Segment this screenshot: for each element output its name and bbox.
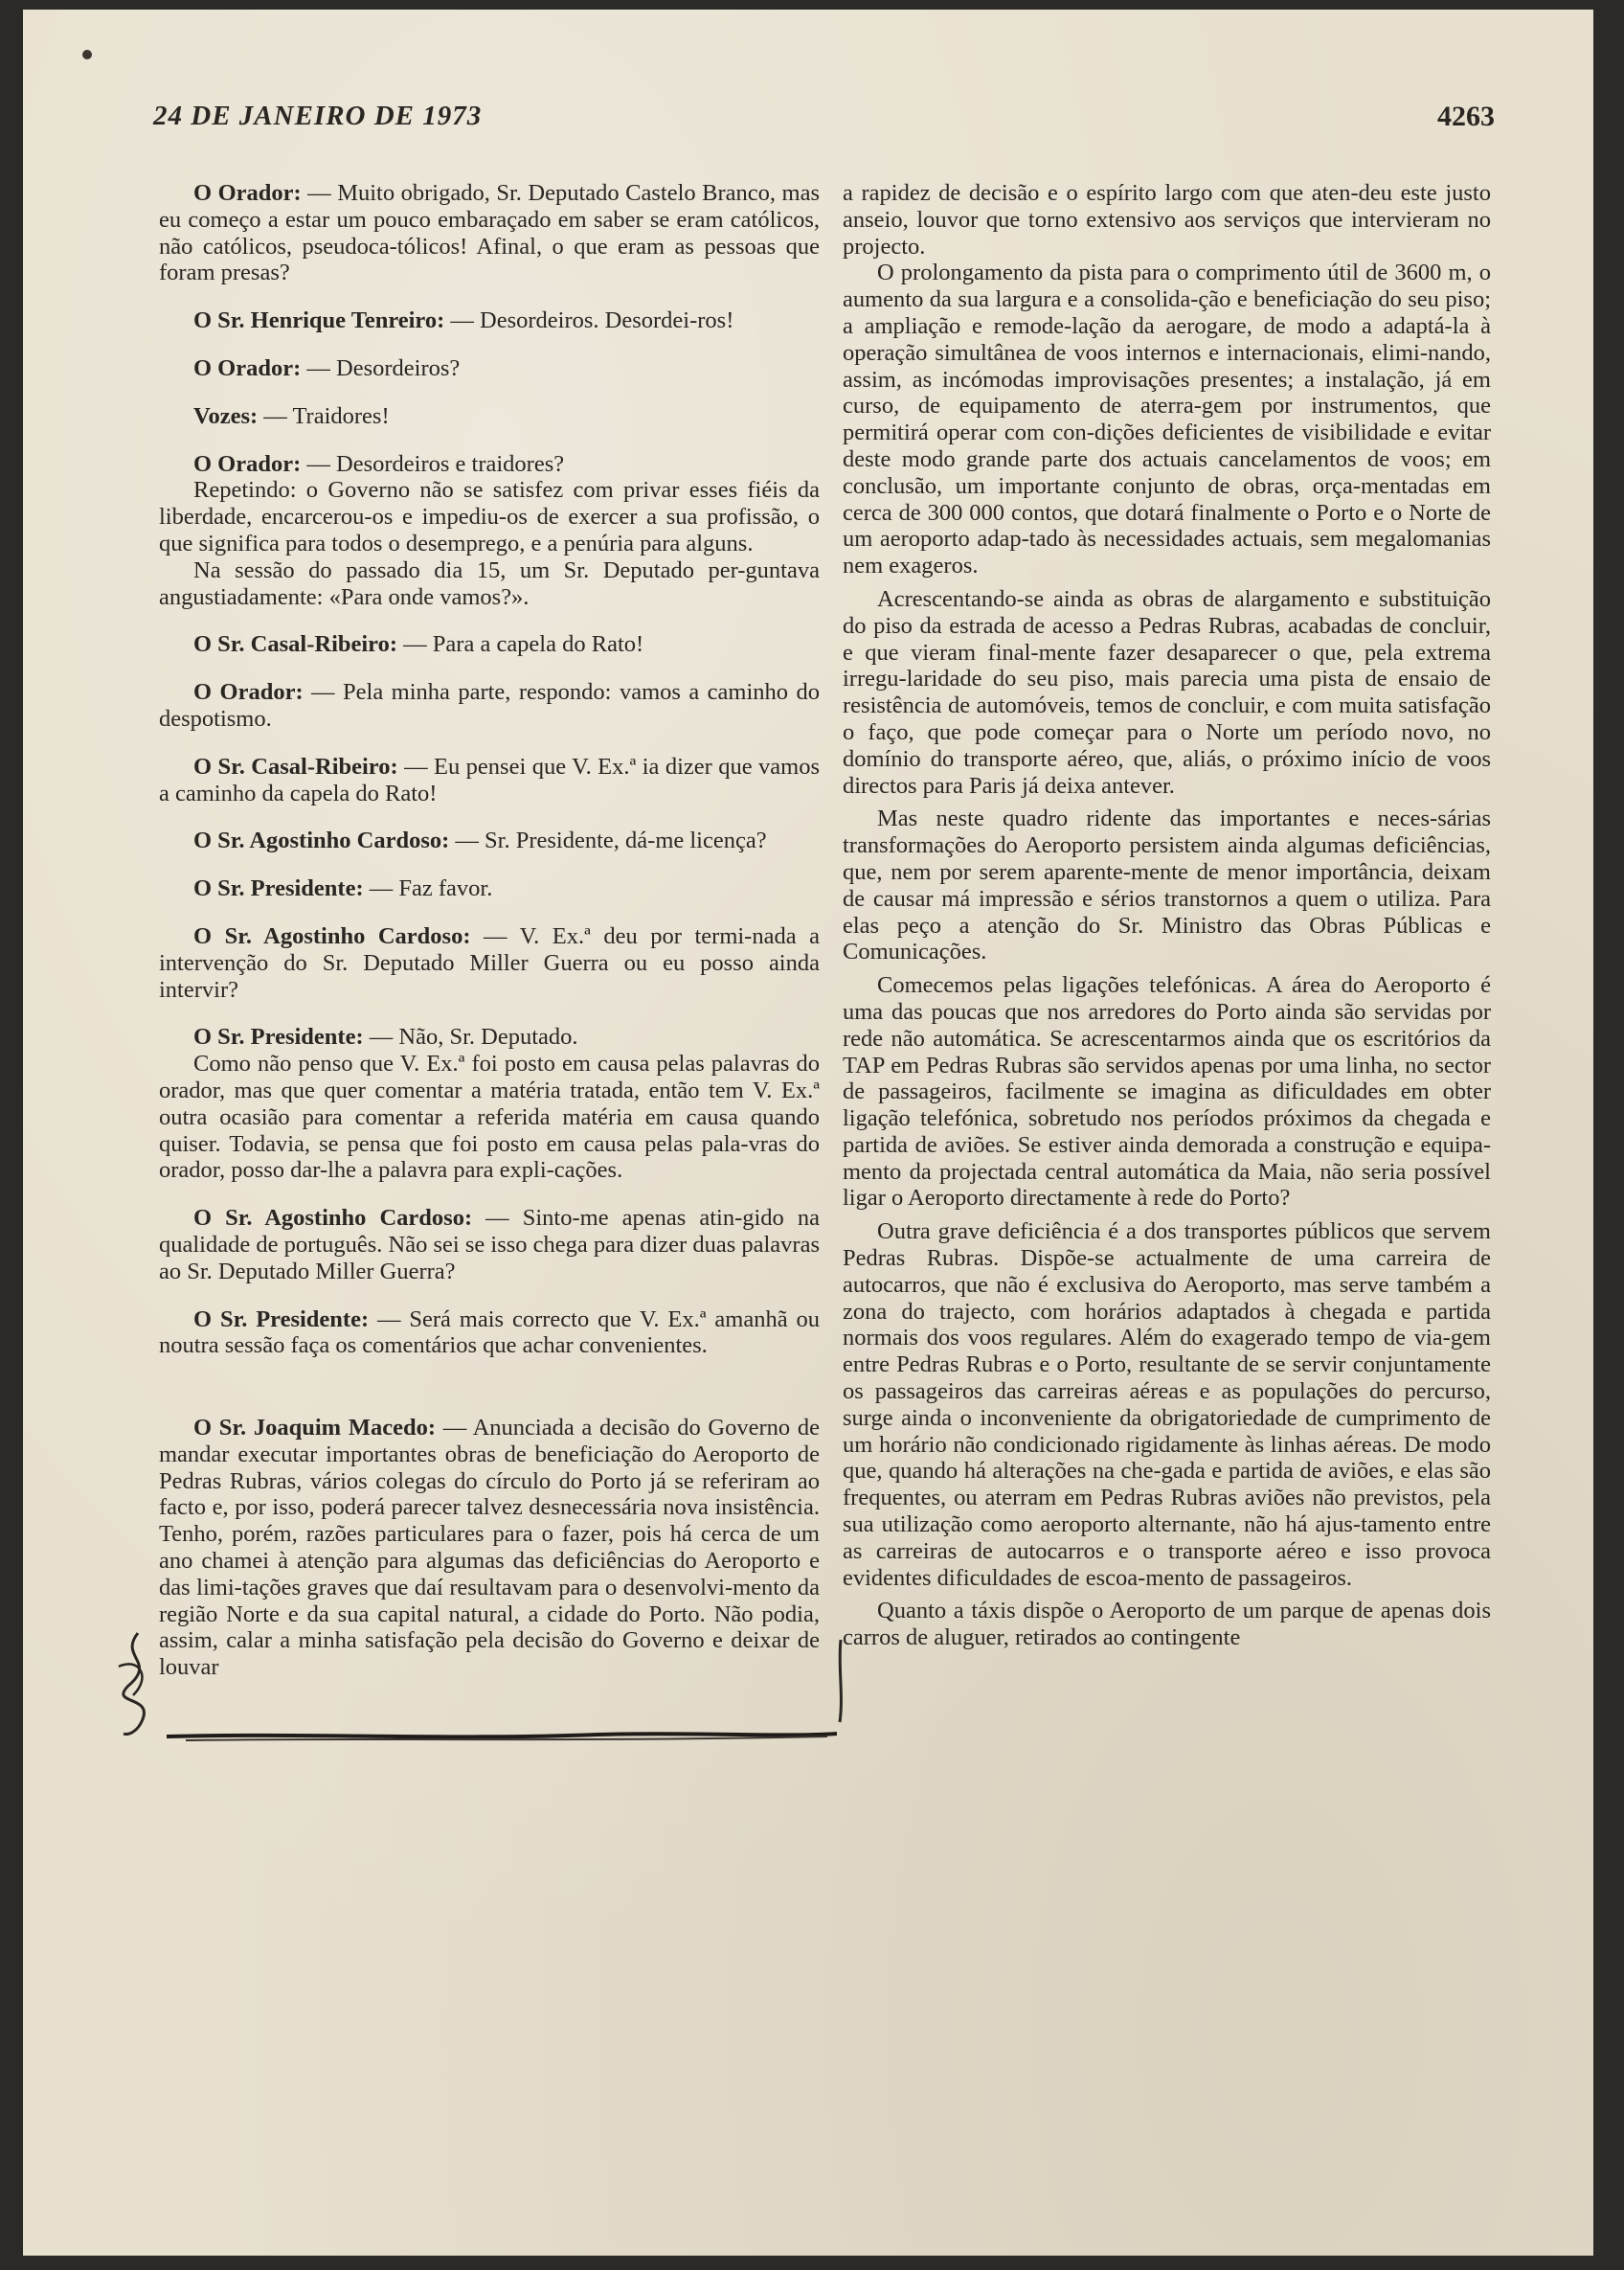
paragraph (159, 451, 820, 478)
speech-text: — Muito obrigado, Sr. Deputado Castelo Branco, mas eu começo a estar um pouco embaraçado em saber se eram católicos, não católicos, pseudoca-tólicos! Afinal, o que eram as pessoas que foram presas? (159, 180, 821, 286)
speech-text: — Pela minha parte, respondo: vamos a caminho do despotismo. (159, 679, 820, 732)
paragraph: Acrescentando-se ainda as obras de alargamento e substituição do piso da estrada de acesso a Pedras Rubras, acabadas de concluir, e que vieram final-mente fazer desaparecer o que, pela extrema irregu-laridade do seu piso, mais parecia uma pista de ensaio de resistência de automóveis, temos de concluir, e com muita satisfação o faço, que pode começar para o Norte um período novo, no domínio do transporte aéreo, que, aliás, o próximo início de voos directos para Paris já deixa antever. (843, 585, 1491, 799)
paragraph (159, 180, 820, 286)
speech-text: Na sessão do passado dia 15, um Sr. Deputado per-guntava angustiadamente: «Para onde vamos?». (159, 556, 820, 610)
page-number: 4263 (1437, 101, 1495, 132)
speaker-name: Vozes: (193, 402, 259, 429)
speech-text: — Sinto-me apenas atin-gido na qualidade de português. Não sei se isso chega para dizer duas palavras ao Sr. Deputado Miller Guerra? (159, 1205, 820, 1284)
paragraph: a rapidez de decisão e o espírito largo com que aten-deu este justo anseio, louvor que torno extensivo aos serviços que intervieram no projecto. (843, 180, 1491, 260)
paragraph (159, 403, 820, 430)
speaker-name: O Sr. Presidente: (193, 1024, 364, 1051)
page-header (153, 101, 1495, 143)
paragraph (159, 307, 820, 334)
speech-text: — Eu pensei que V. Ex.ª ia dizer que vamos a caminho da capela do Rato! (159, 753, 820, 806)
speech-text: Como não penso que V. Ex.ª foi posto em causa pelas palavras do orador, mas que quer comentar a matéria tratada, então tem V. Ex.ª outra ocasião para comentar a referida matéria em causa quando quiser. Todavia, se pensa que foi posto em causa pelas pala-vras do orador, posso dar-lhe a palavra para expli-cações. (159, 1051, 820, 1184)
speech-text: — Faz favor. (363, 875, 493, 902)
speaker-name: O Sr. Presidente: (193, 875, 364, 902)
speech-text: — Anunciada a decisão do Governo de mandar executar importantes obras de beneficiação do Aeroporto de Pedras Rubras, vários colegas do círculo do Porto já se referiram ao facto e, por isso, poderá parecer talvez desnecessária nova insistência. Tenho, porém, razões particulares para o fazer, pois há cerca de um ano chamei à atenção para algumas das deficiências do Aeroporto e das limi-tações graves que daí resultavam para o desenvolvi-mento da região Norte e da sua capital natural, a cidade do Porto. Não podia, assim, calar a minha satisfação pela decisão do Governo e deixar de louvar (159, 1415, 820, 1681)
speech-text: — Sr. Presidente, dá-me licença? (449, 828, 767, 854)
header-date: 24 DE JANEIRO DE 1973 (153, 101, 483, 131)
punch-hole-mark (80, 48, 94, 61)
speech-text: — Não, Sr. Deputado. (363, 1024, 578, 1051)
speech-text: — Desordeiros? (301, 354, 461, 381)
paragraph: Outra grave deficiência é a dos transportes públicos que servem Pedras Rubras. Dispõe-se actualmente de uma carreira de autocarros, que não é exclusiva do Aeroporto, mas serve também a zona do trajecto, com horários adaptados à chegada e partida normais dos voos regulares. Além do exagerado tempo de via-gem entre Pedras Rubras e o Porto, resultante de se servir conjuntamente os passageiros das carreiras aéreas e as populações do percurso, surge ainda o inconveniente da obrigatoriedade de cumprimento de um horário não condicionado rigidamente às linhas aéreas. De modo que, quando há alterações na che-gada e partida de aviões, e elas são frequentes, ou aterram em Pedras Rubras aviões não previstos, pela sua utilização como aeroporto alternante, não há ajus-tamento entre as carreiras de autocarros e o transporte aéreo e isso provoca evidentes dificuldades de escoa-mento de passageiros. (843, 1218, 1491, 1591)
speaker-name: O Sr. Henrique Tenreiro: (193, 307, 445, 334)
paragraph (159, 477, 820, 556)
paragraph (159, 631, 820, 658)
paragraph (159, 557, 820, 611)
paragraph (159, 1306, 820, 1360)
speech-text: — Traidores! (258, 402, 390, 429)
paragraph (159, 875, 820, 902)
speaker-name: O Orador: (193, 450, 302, 477)
paragraph (159, 355, 820, 382)
handwritten-mark (100, 1628, 186, 1738)
paragraph (159, 923, 820, 1003)
document-page (23, 10, 1593, 2256)
speech-text: Repetindo: o Governo não se satisfez com privar esses fiéis da liberdade, encarcerou-os e impediu-os de exercer a sua profissão, o que significa para todos o desemprego, e a penúria para alguns. (159, 477, 820, 556)
speaker-name: O Sr. Joaquim Macedo: (193, 1415, 436, 1441)
handwritten-bracket (835, 1638, 846, 1724)
speaker-name: O Orador: (193, 180, 302, 206)
speech-text: — Desordeiros e traidores? (301, 450, 565, 477)
speaker-name: O Sr. Presidente: (193, 1305, 370, 1332)
speaker-name: O Sr. Casal-Ribeiro: (193, 753, 398, 780)
speech-text: — V. Ex.ª deu por termi-nada a intervenção do Sr. Deputado Miller Guerra ou eu posso ainda intervir? (159, 922, 820, 1003)
paragraph: Mas neste quadro ridente das importantes e neces-sárias transformações do Aeroporto persistem ainda algumas deficiências, que, nem por serem aparente-mente de menor importância, deixam de causar má impressão e sérios transtornos a quem o utiliza. Para elas peço a atenção do Sr. Ministro das Obras Públicas e Comunicações. (843, 806, 1491, 965)
left-column (159, 180, 820, 1681)
paragraph (159, 828, 820, 854)
speech-text: — Para a capela do Rato! (397, 631, 644, 658)
handwritten-divider-line (167, 1729, 837, 1744)
speech-text: — Desordeiros. Desordei-ros! (444, 307, 734, 334)
speaker-name: O Orador: (193, 679, 304, 706)
speaker-name: O Sr. Agostinho Cardoso: (193, 828, 450, 854)
speech-text: — Será mais correcto que V. Ex.ª amanhã ou noutra sessão faça os comentários que achar convenientes. (159, 1305, 820, 1359)
paragraph (159, 1024, 820, 1051)
paragraph (159, 1051, 820, 1184)
paragraph: Comecemos pelas ligações telefónicas. A área do Aeroporto é uma das poucas que nos arredores do Porto ainda são servidas por rede não automática. Se acrescentarmos ainda que os escritórios da TAP em Pedras Rubras são servidos apenas por uma linha, no sector de passageiros, facilmente se imagina as dificuldades em obter ligação telefónica, sobretudo nos períodos próximos da chegada e partida de aviões. Se estiver ainda demorada a construção e equipa-mento da projectada central automática da Maia, não seria possível ligar o Aeroporto directamente à rede do Porto? (843, 972, 1491, 1212)
speaker-name: O Sr. Agostinho Cardoso: (193, 1205, 473, 1232)
paragraph (159, 754, 820, 807)
right-column (843, 180, 1491, 1651)
paragraph (159, 1415, 820, 1681)
paragraph (159, 1205, 820, 1284)
speaker-name: O Sr. Agostinho Cardoso: (193, 922, 471, 949)
paragraph (159, 679, 820, 733)
paragraph: Quanto a táxis dispõe o Aeroporto de um parque de apenas dois carros de aluguer, retirados ao contingente (843, 1598, 1491, 1651)
speaker-name: O Sr. Casal-Ribeiro: (193, 631, 398, 658)
paragraph: O prolongamento da pista para o comprimento útil de 3600 m, o aumento da sua largura e a consolida-ção e beneficiação do seu piso; a ampliação e remode-lação da aerogare, de modo a adaptá-la à operação simultânea de voos internos e internacionais, elimi-nando, assim, as incómodas improvisações presentes; a instalação, já em curso, de equipamento de aterra-gem por instrumentos, que permitirá operar com con-dições deficientes de visibilidade e evitar deste modo grande parte dos actuais cancelamentos de voos; em conclusão, um importante conjunto de obras, orça-mentadas em cerca de 300 000 contos, que dotará finalmente o Porto e o Norte de um aeroporto adap-tado às necessidades actuais, sem megalomanias nem exageros. (843, 260, 1491, 579)
speaker-name: O Orador: (193, 354, 302, 381)
